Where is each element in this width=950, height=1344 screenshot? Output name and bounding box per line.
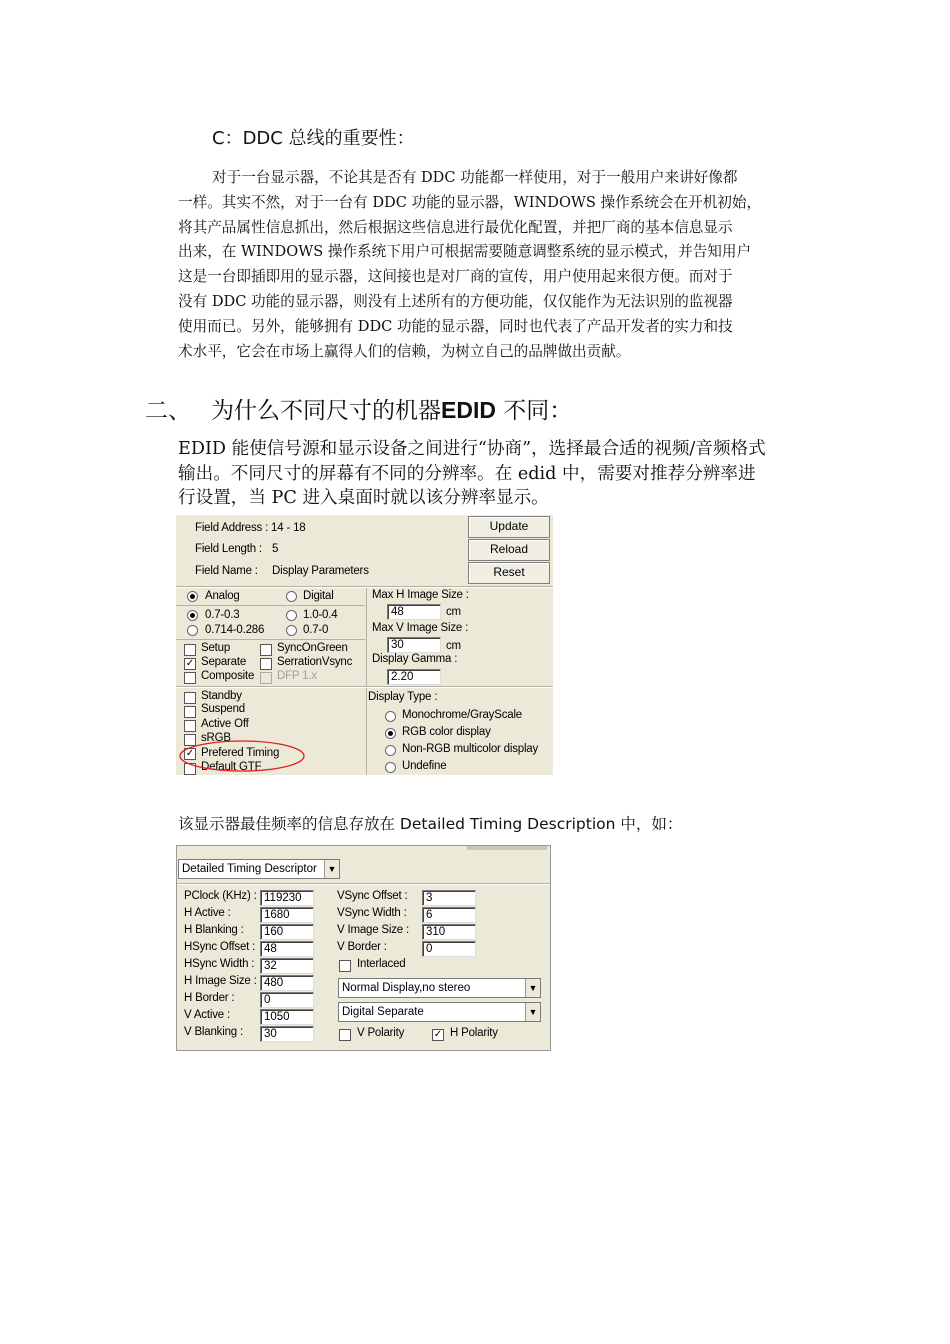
h-border-input[interactable]: 0 [260, 992, 314, 1008]
v-border-input[interactable]: 0 [422, 941, 476, 957]
max-h-input[interactable]: 48 [387, 604, 441, 620]
section-2-paragraph [178, 437, 806, 511]
vsync-width-label: VSync Width : [337, 907, 407, 919]
field-name-label: Field Name : [195, 565, 258, 577]
rgb-color-label: RGB color display [402, 726, 491, 738]
heading-text-end: 不同： [495, 398, 573, 424]
paragraph-line: 行设置，当 PC 进入桌面时就以该分辨率显示。 [178, 488, 549, 508]
level-label: 0.714-0.286 [205, 624, 265, 636]
digital-radio[interactable] [286, 591, 297, 602]
vsync-width-input[interactable]: 6 [422, 907, 476, 923]
separate-label: Separate [201, 656, 247, 668]
dfp-label: DFP 1.x [277, 670, 317, 682]
setup-label: Setup [201, 642, 231, 654]
max-h-label: Max H Image Size : [372, 589, 469, 601]
analog-label: Analog [205, 590, 240, 602]
analog-radio[interactable] [187, 591, 198, 602]
h-active-label: H Active : [184, 907, 231, 919]
v-polarity-checkbox[interactable] [339, 1029, 351, 1041]
descriptor-select-value: Detailed Timing Descriptor [182, 863, 317, 875]
annotation-circle [176, 733, 312, 775]
divider [176, 605, 365, 606]
dfp-checkbox [260, 672, 272, 684]
v-active-label: V Active : [184, 1009, 230, 1021]
v-active-input[interactable]: 1050 [260, 1009, 314, 1025]
level-label: 0.7-0 [303, 624, 329, 636]
h-image-size-input[interactable]: 480 [260, 975, 314, 991]
h-blanking-input[interactable]: 160 [260, 924, 314, 940]
level-label: 0.7-0.3 [205, 609, 240, 621]
max-v-label: Max V Image Size : [372, 622, 469, 634]
suspend-label: Suspend [201, 703, 245, 715]
hsync-width-input[interactable]: 32 [260, 958, 314, 974]
v-blanking-label: V Blanking : [184, 1026, 243, 1038]
rgb-color-radio[interactable] [385, 728, 396, 739]
divider [177, 884, 551, 885]
sync-type-value: Digital Separate [342, 1006, 424, 1018]
h-polarity-checkbox[interactable]: ✓ [433, 1029, 443, 1040]
non-rgb-radio[interactable] [385, 745, 396, 756]
field-length-label: Field Length : [195, 543, 262, 555]
digital-label: Digital [303, 590, 334, 602]
vsync-offset-label: VSync Offset : [337, 890, 408, 902]
divider [366, 588, 367, 775]
chevron-down-icon: ▼ [525, 1003, 540, 1021]
v-polarity-label: V Polarity [357, 1027, 405, 1039]
paragraph-line: 一样。其实不然，对于一台有 DDC 功能的显示器，WINDOWS 操作系统会在开机初始， [178, 193, 762, 211]
stereo-mode-value: Normal Display,no stereo [342, 982, 471, 994]
heading-bold: EDID [441, 397, 496, 423]
level-0.7-0.3-radio[interactable] [187, 610, 198, 621]
reload-button[interactable]: Reload [468, 539, 550, 561]
paragraph-line: 输出。不同尺寸的屏幕有不同的分辨率。在 edid 中，需要对推荐分辨率进 [178, 463, 756, 484]
level-0.7-0-radio[interactable] [286, 625, 297, 636]
heading-text: 为什么不同尺寸的机器 [211, 398, 441, 424]
gamma-input[interactable]: 2.20 [387, 669, 441, 685]
h-image-size-label: H Image Size : [184, 975, 257, 987]
v-image-size-label: V Image Size : [337, 924, 409, 936]
composite-checkbox[interactable] [184, 672, 196, 684]
divider [176, 687, 553, 688]
paragraph-line: 没有 DDC 功能的显示器，则没有上述所有的方便功能，仅仅能作为无法识别的监视器 [178, 292, 733, 310]
hsync-offset-label: HSync Offset : [184, 941, 256, 953]
detailed-timing-caption: 该显示器最佳频率的信息存放在 Detailed Timing Description 中，如： [178, 815, 683, 833]
separate-checkbox[interactable]: ✓ [185, 658, 195, 669]
sync-type-select[interactable] [338, 1002, 541, 1022]
detailed-timing-dialog [176, 845, 551, 1051]
prefered-timing-checkbox[interactable]: ✓ [185, 748, 195, 759]
monochrome-label: Monochrome/GrayScale [402, 709, 522, 721]
section-2-heading [145, 392, 572, 425]
chevron-down-icon: ▼ [525, 979, 540, 997]
standby-label: Standby [201, 690, 242, 702]
undefine-label: Undefine [402, 760, 447, 772]
setup-checkbox[interactable] [184, 644, 196, 656]
h-blanking-label: H Blanking : [184, 924, 244, 936]
paragraph-line: 这是一台即插即用的显示器，这间接也是对厂商的宣传，用户使用起来很方便。而对于 [178, 268, 733, 286]
active-off-checkbox[interactable] [184, 720, 196, 732]
divider [176, 639, 365, 640]
gamma-label: Display Gamma : [372, 653, 458, 665]
chevron-down-icon: ▼ [324, 860, 339, 878]
monochrome-radio[interactable] [385, 711, 396, 722]
level-0.714-0.286-radio[interactable] [187, 625, 198, 636]
divider [176, 587, 553, 588]
display-parameters-dialog [176, 515, 553, 775]
button-edge [467, 846, 547, 850]
paragraph-line: 使用而已。另外，能够拥有 DDC 功能的显示器，同时也代表了产品开发者的实力和技 [178, 317, 733, 335]
pclock-input[interactable]: 119230 [260, 890, 314, 906]
reset-button[interactable]: Reset [468, 562, 550, 584]
standby-checkbox[interactable] [184, 692, 196, 704]
paragraph-line: 将其产品属性信息抓出，然后根据这些信息进行最优化配置，并把厂商的基本信息显示 [178, 218, 733, 236]
active-off-label: Active Off [201, 718, 249, 730]
paragraph-line: 术水平，它会在市场上赢得人们的信赖，为树立自己的品牌做出贡献。 [178, 342, 631, 360]
interlaced-label: Interlaced [357, 958, 406, 970]
cm-unit: cm [446, 606, 461, 618]
level-label: 1.0-0.4 [303, 609, 338, 621]
paragraph-line: 对于一台显示器，不论其是否有 DDC 功能都一样使用，对于一般用户来讲好像都 [212, 169, 738, 186]
paragraph-line: 出来，在 WINDOWS 操作系统下用户可根据需要随意调整系统的显示模式，并告知用户 [178, 243, 752, 261]
pclock-label: PClock (KHz) : [184, 890, 257, 902]
section-c-heading: C：DDC 总线的重要性： [212, 128, 415, 149]
undefine-radio[interactable] [385, 762, 396, 773]
section-number: 二、 [145, 398, 191, 424]
interlaced-checkbox[interactable] [339, 960, 351, 972]
sync-on-green-label: SyncOnGreen [277, 642, 348, 654]
field-address: Field Address : 14 - 18 [195, 522, 306, 534]
serration-vsync-label: SerrationVsync [277, 656, 353, 668]
field-name-value: Display Parameters [272, 565, 369, 577]
level-1.0-0.4-radio[interactable] [286, 610, 297, 621]
suspend-checkbox[interactable] [184, 706, 196, 718]
composite-label: Composite [201, 670, 255, 682]
stereo-mode-select[interactable] [338, 978, 541, 998]
serration-vsync-checkbox[interactable] [260, 658, 272, 670]
default-gtf-label: Default GTF [201, 761, 262, 773]
h-polarity-label: H Polarity [450, 1027, 498, 1039]
paragraph-line: EDID 能使信号源和显示设备之间进行“协商”，选择最合适的视频/音频格式 [178, 439, 766, 459]
field-length-value: 5 [272, 543, 279, 555]
non-rgb-label: Non-RGB multicolor display [402, 743, 539, 755]
descriptor-select[interactable] [178, 859, 340, 879]
v-image-size-input[interactable]: 310 [422, 924, 476, 940]
h-active-input[interactable]: 1680 [260, 907, 314, 923]
prefered-timing-label: Prefered Timing [201, 747, 280, 759]
section-c-paragraph [178, 166, 806, 364]
cm-unit: cm [446, 640, 461, 652]
v-border-label: V Border : [337, 941, 387, 953]
hsync-width-label: HSync Width : [184, 958, 255, 970]
sync-on-green-checkbox[interactable] [260, 644, 272, 656]
display-type-label: Display Type : [368, 691, 438, 703]
vsync-offset-input[interactable]: 3 [422, 890, 476, 906]
h-border-label: H Border : [184, 992, 235, 1004]
max-v-input[interactable]: 30 [387, 637, 441, 653]
update-button[interactable]: Update [468, 516, 550, 538]
v-blanking-input[interactable]: 30 [260, 1026, 314, 1042]
srgb-label: sRGB [201, 732, 231, 744]
hsync-offset-input[interactable]: 48 [260, 941, 314, 957]
